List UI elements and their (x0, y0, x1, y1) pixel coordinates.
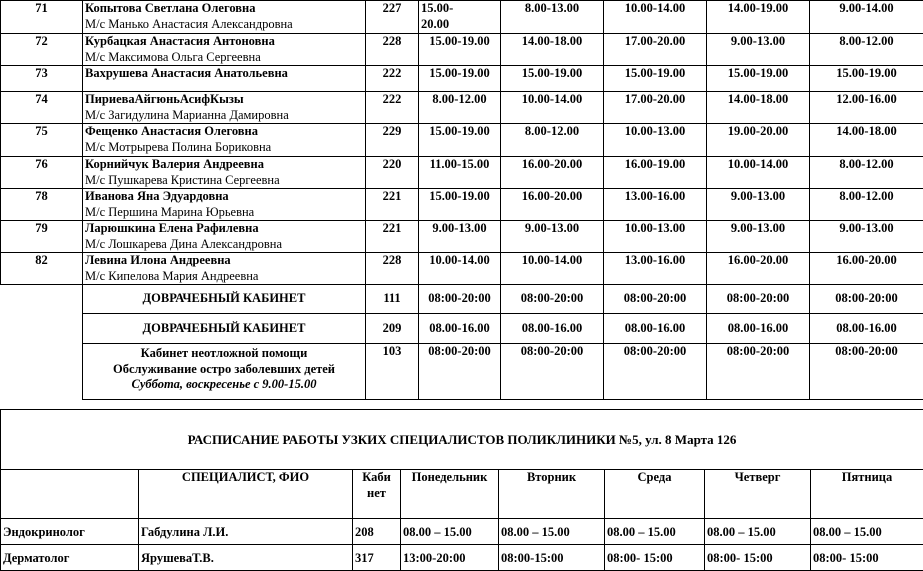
doctor-number: 82 (1, 253, 83, 285)
doctor-name: Корнийчук Валерия Андреевна (85, 157, 264, 171)
doctor-name: Копытова Светлана Олеговна (85, 1, 256, 15)
doctor-name: Вахрушева Анастасия Анатольевна (85, 66, 288, 80)
urgent-care-row (1, 344, 923, 400)
nurse-name: М/с Мотрырева Полина Бориковна (85, 139, 272, 154)
hours-mon: 15.00- 20.00 (419, 1, 501, 34)
doctor-number: 79 (1, 221, 83, 253)
hours-mon: 15.00-19.00 (419, 189, 501, 221)
hours-tue: 9.00-13.00 (501, 221, 604, 253)
doctor-row (1, 157, 923, 189)
doctor-row (1, 189, 923, 221)
doctor-row (1, 34, 923, 66)
cabinet-name: ДОВРАЧЕБНЫЙ КАБИНЕТ (83, 314, 366, 344)
hours-mon: 15.00-19.00 (419, 124, 501, 157)
nurse-name: М/с Першина Марина Юрьевна (85, 204, 255, 219)
doctor-name: Курбацкая Анастасия Антоновна (85, 34, 275, 48)
hours-thu: 19.00-20.00 (707, 124, 810, 157)
room-number: 103 (366, 344, 419, 400)
hours-mon: 13:00-20:00 (401, 545, 499, 571)
hours-mon: 8.00-12.00 (419, 92, 501, 124)
hours-mon: 08.00 – 15.00 (401, 519, 499, 545)
hours-thu: 08:00-20:00 (707, 344, 810, 400)
doctor-row (1, 66, 923, 92)
doctor-name: Левина Илона Андреевна (85, 253, 231, 267)
header-empty (1, 470, 139, 519)
hours-fri: 08:00-20:00 (810, 285, 923, 314)
doctor-number: 73 (1, 66, 83, 92)
hours-thu: 14.00-18.00 (707, 92, 810, 124)
doctor-row (1, 124, 923, 157)
hours-fri: 8.00-12.00 (810, 157, 923, 189)
room-number: 222 (366, 66, 419, 92)
doctor-row (1, 253, 923, 285)
doctor-number: 78 (1, 189, 83, 221)
doctor-name: Иванова Яна Эдуардовна (85, 189, 229, 203)
nurse-name: М/с Загидулина Марианна Дамировна (85, 107, 289, 122)
header-tue: Вторник (499, 470, 605, 519)
header-room-line1: Каби (362, 470, 391, 484)
hours-fri: 15.00-19.00 (810, 66, 923, 92)
specialists-schedule-table (0, 409, 923, 571)
hours-thu: 16.00-20.00 (707, 253, 810, 285)
hours-fri: 9.00-14.00 (810, 1, 923, 34)
specialist-name: Габдулина Л.И. (139, 519, 353, 545)
hours-thu: 08.00-16.00 (707, 314, 810, 344)
nurse-name: М/с Манько Анастасия Александровна (85, 16, 293, 31)
hours-tue: 14.00-18.00 (501, 34, 604, 66)
room-number: 208 (353, 519, 401, 545)
header-room (353, 470, 401, 519)
cabinet-row (1, 285, 923, 314)
hours-wed: 13.00-16.00 (604, 189, 707, 221)
doctor-number: 72 (1, 34, 83, 66)
hours-tue: 08:00-20:00 (501, 285, 604, 314)
specialists-header-row (1, 470, 923, 519)
hours-wed: 08.00 – 15.00 (605, 519, 705, 545)
doctor-cell (83, 124, 366, 157)
urgent-care-cell (83, 344, 366, 400)
hours-tue: 10.00-14.00 (501, 253, 604, 285)
hours-tue: 08.00-16.00 (501, 314, 604, 344)
hours-wed: 08:00-20:00 (604, 285, 707, 314)
specialist-row (1, 545, 923, 571)
room-number: 228 (366, 253, 419, 285)
hours-wed: 10.00-14.00 (604, 1, 707, 34)
hours-mon: 9.00-13.00 (419, 221, 501, 253)
doctor-cell (83, 66, 366, 92)
hours-thu: 08:00-20:00 (707, 285, 810, 314)
hours-fri: 9.00-13.00 (810, 221, 923, 253)
hours-wed: 08:00-20:00 (604, 344, 707, 400)
hours-fri: 12.00-16.00 (810, 92, 923, 124)
doctor-cell (83, 221, 366, 253)
specialists-title: РАСПИСАНИЕ РАБОТЫ УЗКИХ СПЕЦИАЛИСТОВ ПОЛИКЛИНИКИ №5, ул. 8 Марта 126 (1, 410, 923, 470)
nurse-name: М/с Кипелова Мария Андреевна (85, 268, 259, 283)
hours-wed: 08:00- 15:00 (605, 545, 705, 571)
hours-fri: 8.00-12.00 (810, 34, 923, 66)
hours-thu: 08.00 – 15.00 (705, 519, 811, 545)
doctor-number: 75 (1, 124, 83, 157)
doctor-number: 71 (1, 1, 83, 34)
header-room-line2: нет (367, 485, 386, 500)
hours-tue: 8.00-12.00 (501, 124, 604, 157)
doctor-row (1, 221, 923, 253)
hours-thu: 9.00-13.00 (707, 189, 810, 221)
blank-cell (1, 314, 83, 344)
specialty: Дерматолог (1, 545, 139, 571)
doctor-cell (83, 253, 366, 285)
doctor-cell (83, 1, 366, 34)
hours-fri: 08.00 – 15.00 (811, 519, 923, 545)
doctor-name: Фещенко Анастасия Олеговна (85, 124, 258, 138)
header-wed: Среда (605, 470, 705, 519)
cabinet-row (1, 314, 923, 344)
specialist-name: ЯрушеваТ.В. (139, 545, 353, 571)
hours-tue: 8.00-13.00 (501, 1, 604, 34)
hours-fri: 8.00-12.00 (810, 189, 923, 221)
hours-fri: 16.00-20.00 (810, 253, 923, 285)
hours-mon: 08:00-20:00 (419, 285, 501, 314)
hours-fri: 08.00-16.00 (810, 314, 923, 344)
doctor-number: 74 (1, 92, 83, 124)
urgent-care-title: Кабинет неотложной помощи (140, 346, 308, 360)
room-number: 229 (366, 124, 419, 157)
urgent-care-subtitle: Обслуживание остро заболевших детей (112, 361, 336, 376)
room-number: 228 (366, 34, 419, 66)
header-mon: Понедельник (401, 470, 499, 519)
hours-mon: 15.00-19.00 (419, 34, 501, 66)
hours-wed: 13.00-16.00 (604, 253, 707, 285)
room-number: 220 (366, 157, 419, 189)
specialty: Эндокринолог (1, 519, 139, 545)
hours-tue: 15.00-19.00 (501, 66, 604, 92)
hours-thu: 08:00- 15:00 (705, 545, 811, 571)
room-number: 209 (366, 314, 419, 344)
urgent-care-weekend: Суббота, воскресенье с 9.00-15.00 (131, 377, 317, 391)
hours-fri: 08:00-20:00 (810, 344, 923, 400)
hours-mon: 10.00-14.00 (419, 253, 501, 285)
hours-tue: 16.00-20.00 (501, 157, 604, 189)
hours-wed: 17.00-20.00 (604, 92, 707, 124)
blank-cell (1, 285, 83, 314)
hours-mon: 08.00-16.00 (419, 314, 501, 344)
doctor-row (1, 1, 923, 34)
hours-tue: 10.00-14.00 (501, 92, 604, 124)
hours-thu: 9.00-13.00 (707, 221, 810, 253)
doctor-name: Ларюшкина Елена Рафилевна (85, 221, 259, 235)
hours-fri: 08:00- 15:00 (811, 545, 923, 571)
hours-wed: 10.00-13.00 (604, 124, 707, 157)
header-specialist: СПЕЦИАЛИСТ, ФИО (139, 470, 353, 519)
room-number: 111 (366, 285, 419, 314)
hours-thu: 9.00-13.00 (707, 34, 810, 66)
room-number: 227 (366, 1, 419, 34)
doctor-name: ПириеваАйгюньАсифКызы (85, 92, 244, 106)
doctor-cell (83, 157, 366, 189)
doctor-cell (83, 34, 366, 66)
room-number: 221 (366, 221, 419, 253)
hours-tue: 16.00-20.00 (501, 189, 604, 221)
hours-thu: 14.00-19.00 (707, 1, 810, 34)
hours-wed: 10.00-13.00 (604, 221, 707, 253)
hours-tue: 08:00-20:00 (501, 344, 604, 400)
hours-wed: 16.00-19.00 (604, 157, 707, 189)
cabinet-name: ДОВРАЧЕБНЫЙ КАБИНЕТ (83, 285, 366, 314)
header-thu: Четверг (705, 470, 811, 519)
hours-mon: 15.00-19.00 (419, 66, 501, 92)
hours-mon: 08:00-20:00 (419, 344, 501, 400)
hours-thu: 10.00-14.00 (707, 157, 810, 189)
hours-fri: 14.00-18.00 (810, 124, 923, 157)
hours-wed: 15.00-19.00 (604, 66, 707, 92)
room-number: 317 (353, 545, 401, 571)
hours-mon: 11.00-15.00 (419, 157, 501, 189)
nurse-name: М/с Максимова Ольга Сергеевна (85, 49, 261, 64)
blank-cell (1, 344, 83, 400)
hours-tue: 08.00 – 15.00 (499, 519, 605, 545)
specialists-title-row (1, 410, 923, 470)
hours-wed: 08.00-16.00 (604, 314, 707, 344)
room-number: 221 (366, 189, 419, 221)
nurse-name: М/с Пушкарева Кристина Сергеевна (85, 172, 280, 187)
header-fri: Пятница (811, 470, 923, 519)
doctor-row (1, 92, 923, 124)
hours-tue: 08:00-15:00 (499, 545, 605, 571)
doctor-cell (83, 189, 366, 221)
room-number: 222 (366, 92, 419, 124)
doctor-cell (83, 92, 366, 124)
hours-thu: 15.00-19.00 (707, 66, 810, 92)
doctor-number: 76 (1, 157, 83, 189)
hours-wed: 17.00-20.00 (604, 34, 707, 66)
specialist-row (1, 519, 923, 545)
nurse-name: М/с Лошкарева Дина Александровна (85, 236, 283, 251)
